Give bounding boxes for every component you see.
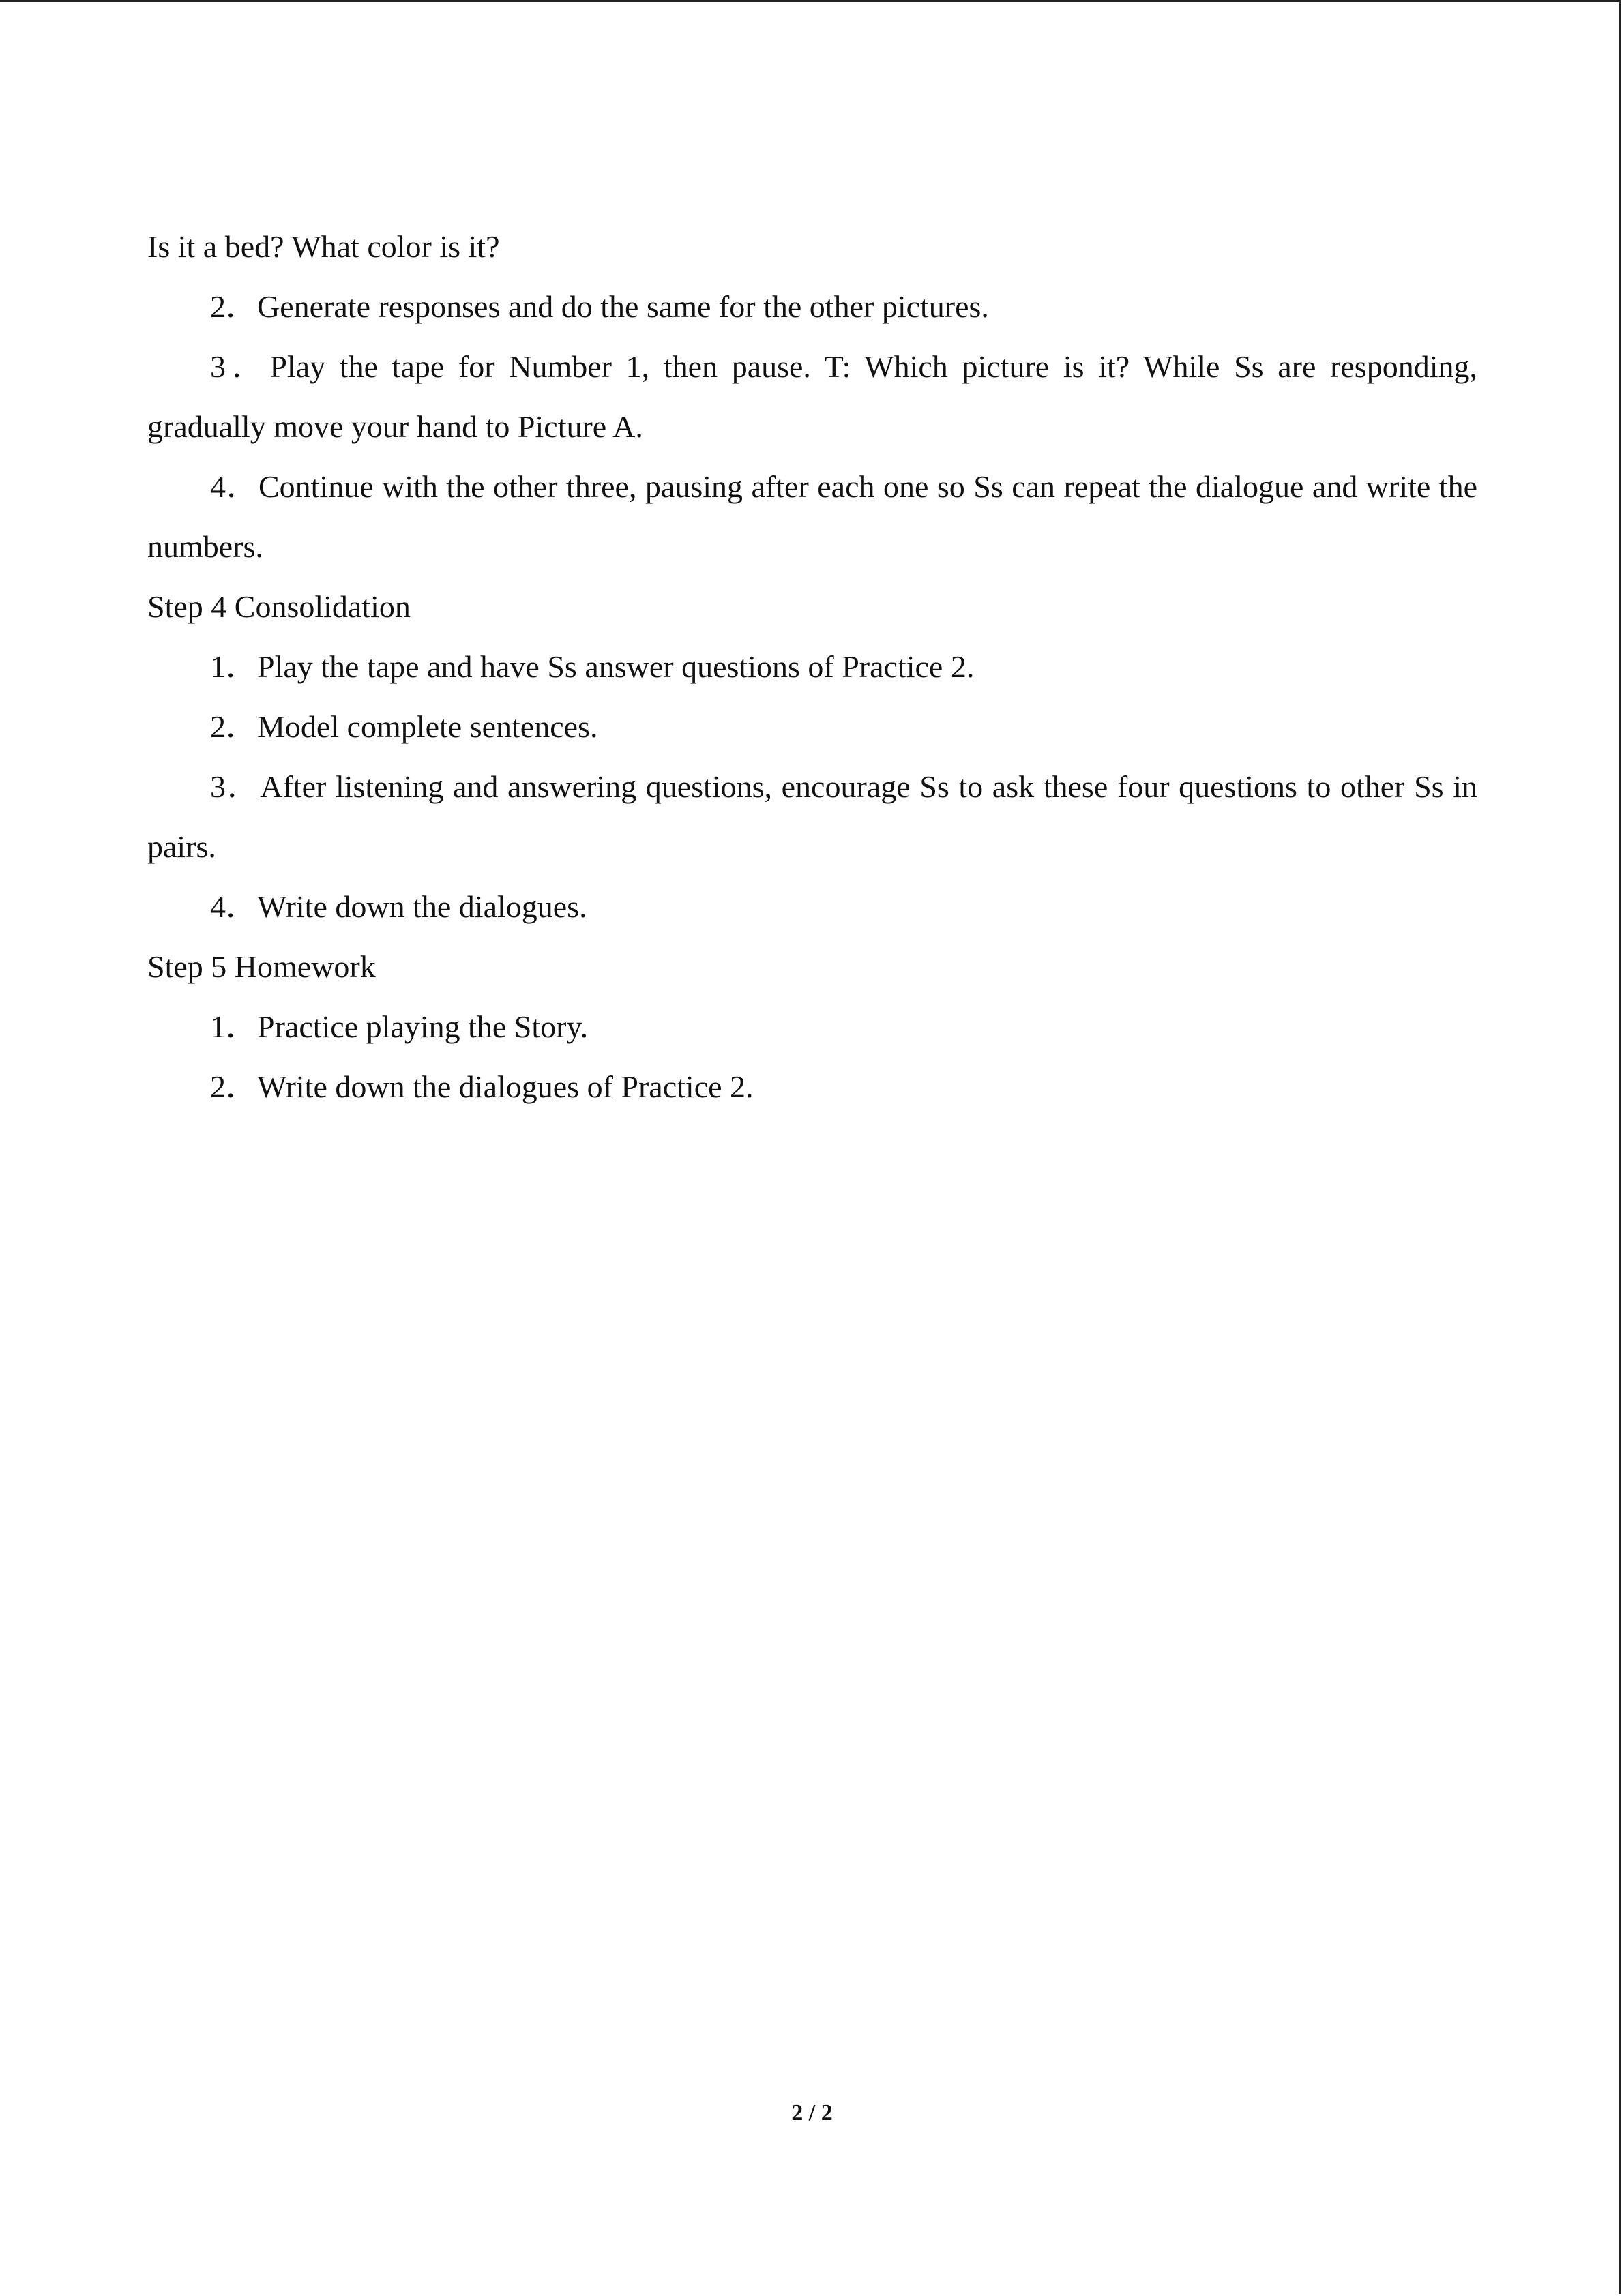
list-item: 3．After listening and answering questions, encourage Ss to ask these four questions to other Ss in pairs. <box>147 769 1477 864</box>
text-line: Is it a bed? What color is it? <box>147 229 500 264</box>
list-item: 1．Play the tape and have Ss answer questions of Practice 2. <box>210 649 975 684</box>
step-heading: Step 5 Homework <box>147 949 376 984</box>
page-number: 2 / 2 <box>791 2100 833 2126</box>
list-item: 1．Practice playing the Story. <box>210 1009 588 1044</box>
document-body <box>147 217 1477 1117</box>
list-item: 2．Write down the dialogues of Practice 2. <box>210 1069 754 1104</box>
list-item: 4．Write down the dialogues. <box>210 889 587 924</box>
list-item: 3．Play the tape for Number 1, then pause. T: Which picture is it? While Ss are responding, gradually move your hand to Picture A. <box>147 349 1477 444</box>
step-heading: Step 4 Consolidation <box>147 589 411 624</box>
list-item: 4．Continue with the other three, pausing after each one so Ss can repeat the dialogue and write the numbers. <box>147 469 1477 564</box>
list-item: 2．Generate responses and do the same for the other pictures. <box>210 289 989 324</box>
list-item: 2．Model complete sentences. <box>210 709 598 744</box>
